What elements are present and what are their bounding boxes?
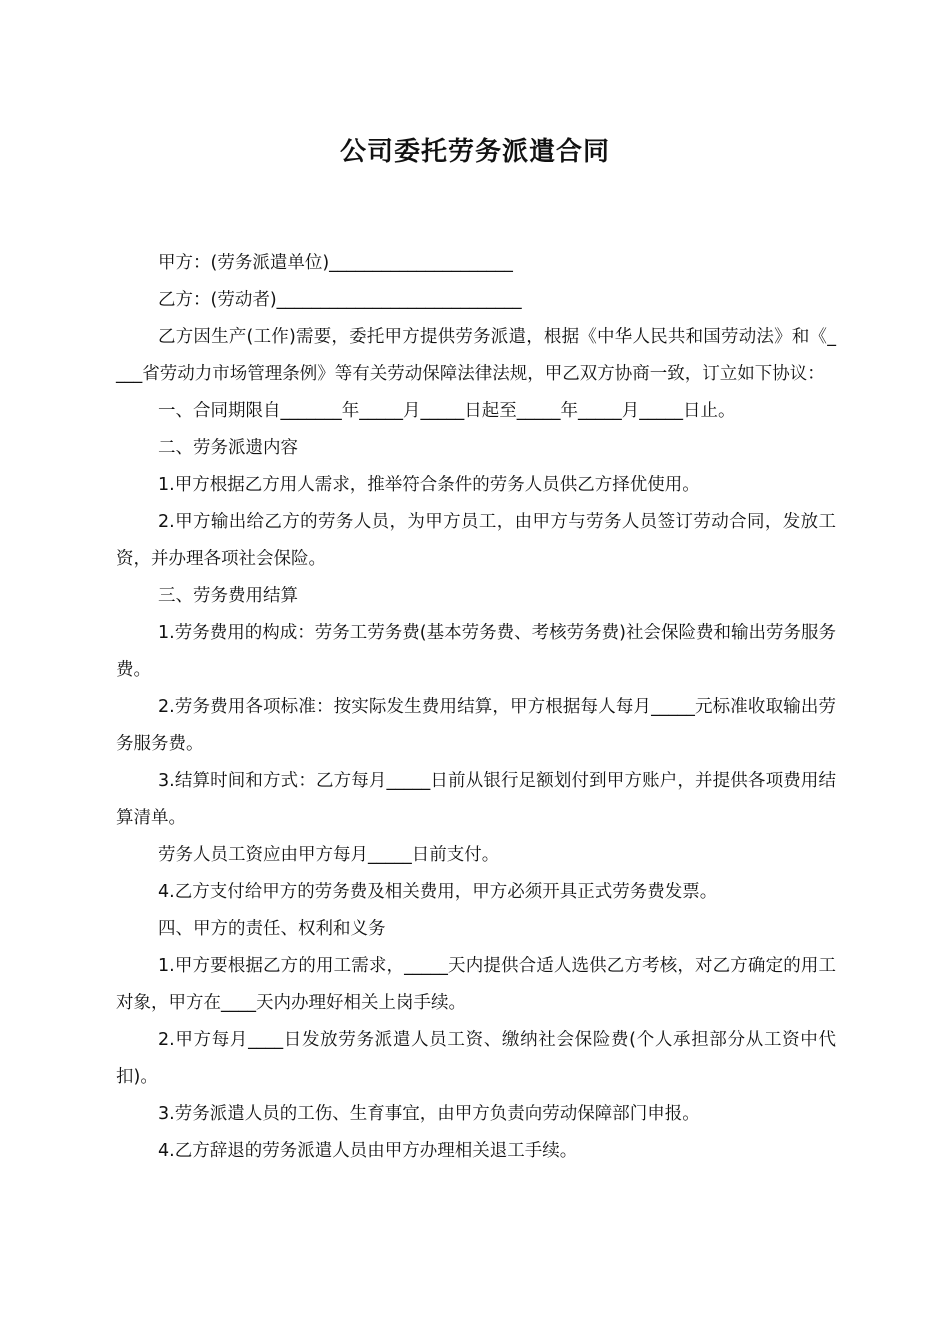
- section-heading-3: 三、劳务费用结算: [158, 586, 298, 606]
- clause-3-3: 3.结算时间和方式：乙方每月_____日前从银行足额划付到甲方账户，并提供各项费用结算清单。: [116, 771, 836, 828]
- clause-3-2: 2.劳务费用各项标准：按实际发生费用结算，甲方根据每人每月_____元标准收取输出劳务服务费。: [116, 697, 836, 754]
- clause-2-1: 1.甲方根据乙方用人需求，推举符合条件的劳务人员供乙方择优使用。: [158, 475, 700, 495]
- clause-3-1: 1.劳务费用的构成：劳务工劳务费(基本劳务费、考核劳务费)社会保险费和输出劳务服务费。: [116, 623, 836, 680]
- clause-3-3-note: 劳务人员工资应由甲方每月_____日前支付。: [158, 845, 500, 865]
- clause-2-2: 2.甲方输出给乙方的劳务人员，为甲方员工，由甲方与劳务人员签订劳动合同，发放工资，并办理各项社会保险。: [116, 512, 836, 569]
- document-body: [116, 245, 836, 1170]
- document-title: 公司委托劳务派遣合同: [339, 137, 610, 167]
- clause-4-2: 2.甲方每月____日发放劳务派遣人员工资、缴纳社会保险费(个人承担部分从工资中代扣)。: [116, 1030, 836, 1087]
- clause-4-1: 1.甲方要根据乙方的用工需求，_____天内提供合适人选供乙方考核，对乙方确定的用工对象，甲方在____天内办理好相关上岗手续。: [116, 956, 836, 1013]
- section-heading-2: 二、劳务派遗内容: [158, 438, 298, 458]
- party-a-line: 甲方：(劳务派遣单位)_____________________: [158, 253, 513, 273]
- clause-4-3: 3.劳务派遣人员的工伤、生育事宜，由甲方负责向劳动保障部门申报。: [158, 1104, 700, 1124]
- preamble-paragraph: 乙方因生产(工作)需要，委托甲方提供劳务派遣，根据《中华人民共和国劳动法》和《____省劳动力市场管理条例》等有关劳动保障法律法规，甲乙双方协商一致，订立如下协议：: [116, 327, 836, 384]
- clause-3-4: 4.乙方支付给甲方的劳务费及相关费用，甲方必须开具正式劳务费发票。: [158, 882, 718, 902]
- clause-4-4: 4.乙方辞退的劳务派遣人员由甲方办理相关退工手续。: [158, 1141, 578, 1161]
- contract-term-clause: 一、合同期限自_______年_____月_____日起至_____年_____月_____日止。: [158, 401, 736, 421]
- party-b-line: 乙方：(劳动者)____________________________: [158, 290, 522, 310]
- section-heading-4: 四、甲方的责任、权利和义务: [158, 919, 386, 939]
